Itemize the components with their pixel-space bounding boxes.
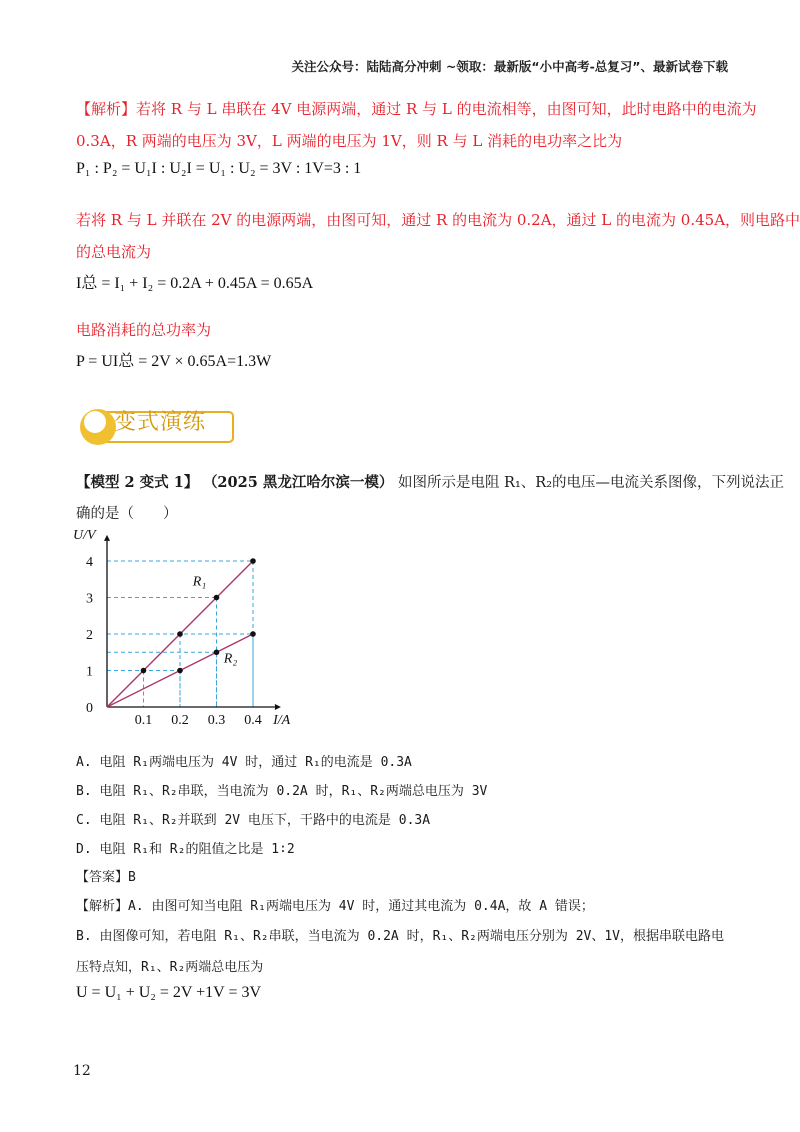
x-axis-label: I/A [273,713,291,728]
data-point [177,631,183,637]
y-axis-arrow [104,535,110,541]
data-point [250,558,256,564]
page-number: 12 [73,1063,91,1079]
chart-labels [73,528,291,728]
question-line-1 [76,468,784,498]
y-tick-label: 4 [86,555,93,570]
analysis-line-1: 【解析】若将 R 与 L 串联在 4V 电源两端，通过 R 与 L 的电流相等，由图可知，此时电路中的电流为 [76,100,757,118]
data-point [141,668,147,674]
question-source: （2025 黑龙江哈尔滨一模） [202,474,394,491]
option-c: C. 电阻 R₁、R₂并联到 2V 电压下，干路中的电流是 0.3A [76,813,431,828]
total-power-formula: P = UI总 = 2V × 0.65A=1.3W [76,353,272,370]
analysis-line-2: 0.3A，R 两端的电压为 3V，L 两端的电压为 1V，则 R 与 L 消耗的电功率之比为 [76,132,623,150]
analysis2-line-3: 压特点知，R₁、R₂两端总电压为 [76,960,264,975]
data-point [250,631,256,637]
voltage-current-chart [60,525,320,735]
series-label-r2: R₂ [223,651,238,667]
power-ratio-formula: P₁ : P₂ = U₁I : U₂I = U₁ : U₂ = 3V : 1V=3 : 1 [76,160,362,177]
data-point [177,668,183,674]
x-tick-label: 0.1 [134,713,153,728]
question-text: 如图所示是电阻 R₁、R₂的电压—电流关系图像，下列说法正 [397,475,785,491]
total-current-formula: I总 = I₁ + I₂ = 0.2A + 0.45A = 0.65A [76,275,314,292]
analysis2-line-1: 【解析】A. 由图可知当电阻 R₁两端电压为 4V 时，通过其电流为 0.4A，故 A 错误； [76,899,594,914]
y-tick-label: 3 [86,591,93,607]
answer: 【答案】B [76,870,136,885]
option-b: B. 电阻 R₁、R₂串联，当电流为 0.2A 时，R₁、R₂两端总电压为 3V [76,784,488,799]
x-axis-arrow [275,704,281,710]
banner-circle-inner [84,411,106,433]
origin-label: 0 [86,701,93,716]
analysis-line-4: 的总电流为 [76,243,152,261]
y-axis-label: U/V [73,527,96,543]
question-line-2: 确的是（ ） [76,506,178,522]
analysis-line-5: 电路消耗的总功率为 [76,321,212,339]
analysis2-line-2: B. 由图像可知，若电阻 R₁、R₂串联，当电流为 0.2A 时，R₁、R₂两端电压分别为 2V、1V，根据串联电路电 [76,929,725,944]
section-banner [80,405,232,449]
x-tick-label: 0.2 [171,713,189,728]
y-tick-label: 2 [86,628,93,643]
analysis-line-3: 若将 R 与 L 并联在 2V 的电源两端，由图可知，通过 R 的电流为 0.2A，通过 L 的电流为 0.45A，则电路中 [76,211,800,229]
banner-title: 变式演练 [114,410,207,435]
total-voltage-formula: U = U₁ + U₂ = 2V +1V = 3V [76,984,262,1001]
page-header: 关注公众号：陆陆高分冲刺 ~领取：最新版“小中高考-总复习”、最新试卷下载 [291,59,728,74]
data-point [214,649,220,655]
data-point [214,595,220,601]
option-a: A. 电阻 R₁两端电压为 4V 时，通过 R₁的电流是 0.3A [76,755,412,770]
series-label-r1: R₁ [192,574,207,590]
y-tick-label: 1 [86,664,93,680]
x-tick-label: 0.3 [207,713,226,728]
question-tag: 【模型 2 变式 1】 [76,474,199,491]
option-d: D. 电阻 R₁和 R₂的阻值之比是 1∶2 [76,842,295,857]
x-tick-label: 0.4 [244,713,262,728]
